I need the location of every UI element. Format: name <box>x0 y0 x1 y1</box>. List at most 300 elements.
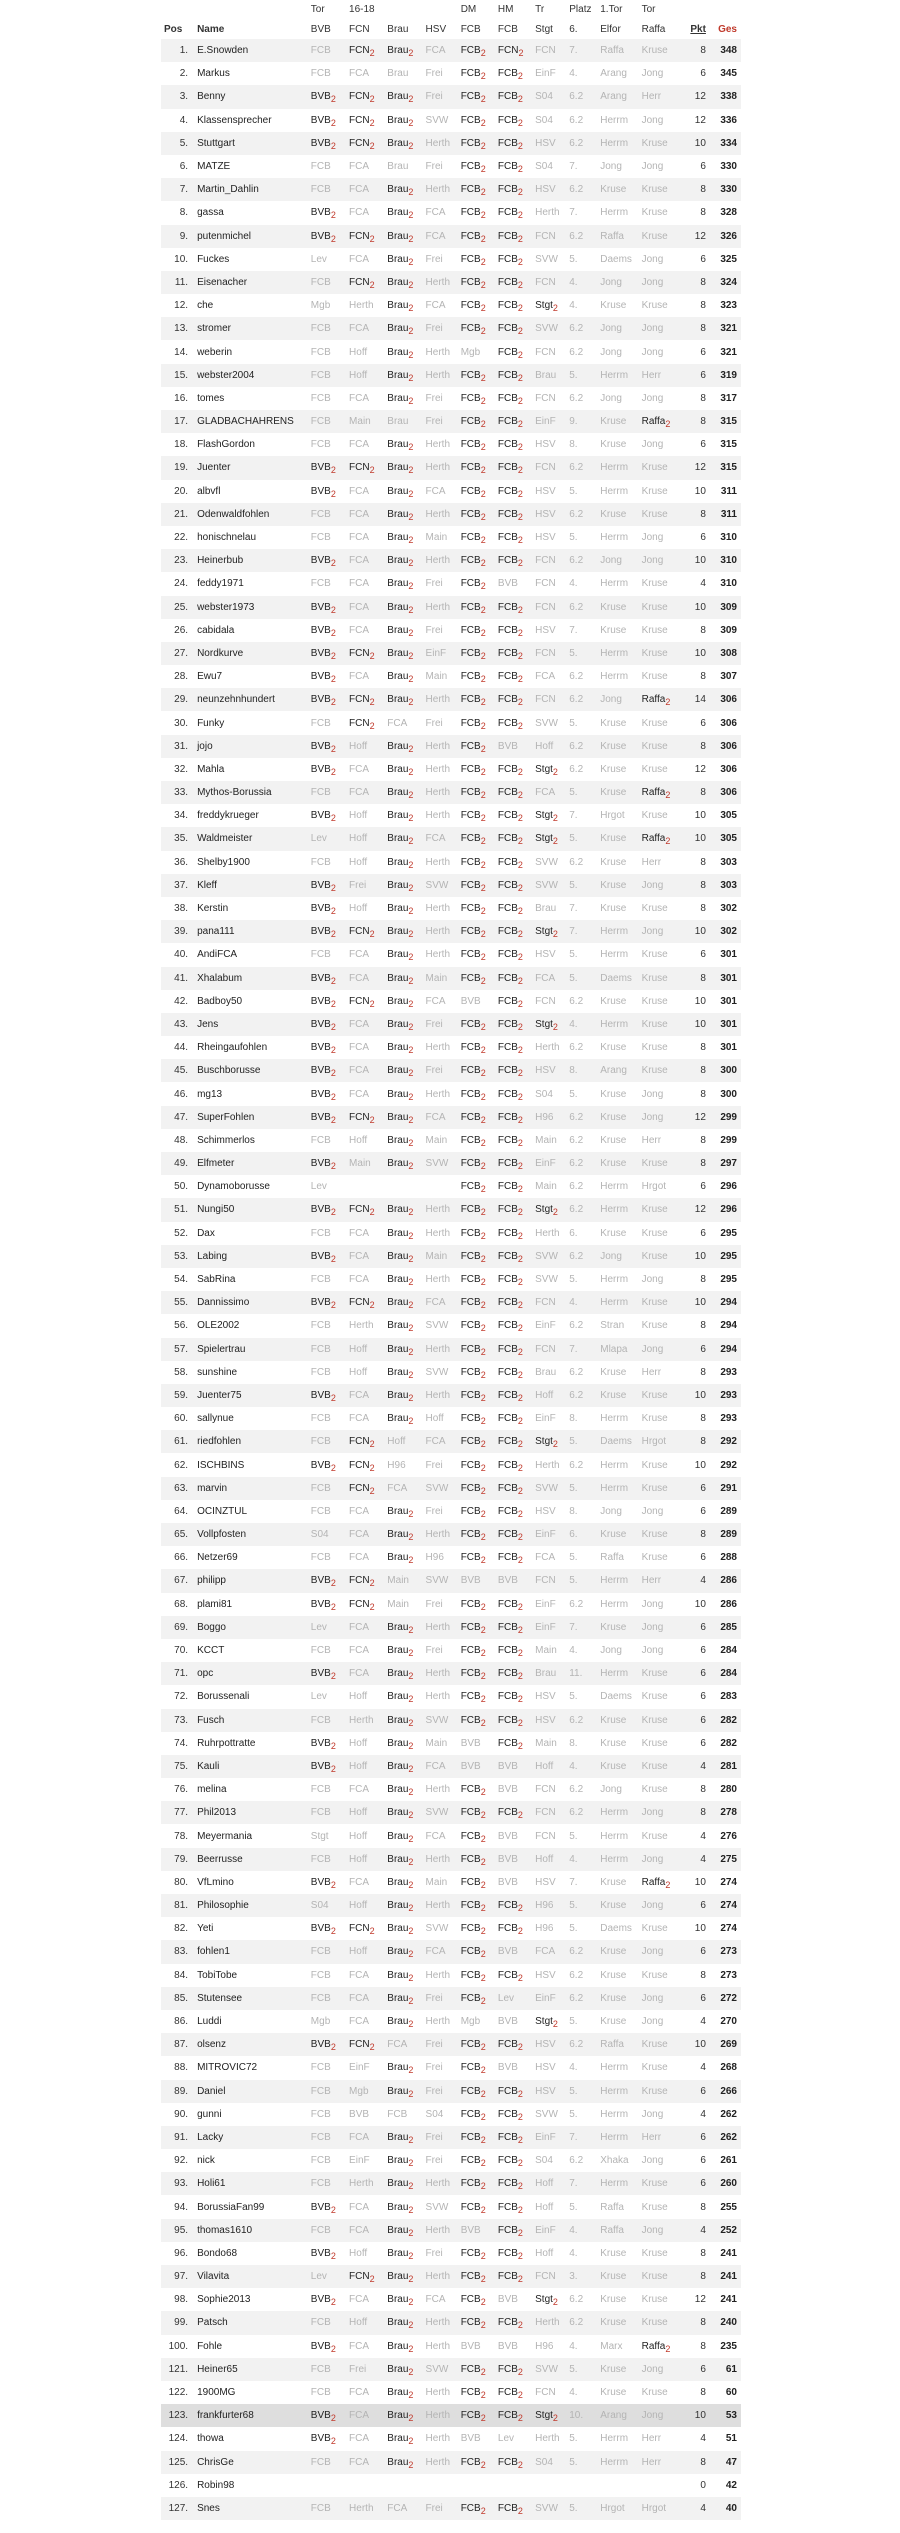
table-row[interactable] <box>161 39 741 62</box>
cell-player-name[interactable]: Spielertrau <box>197 1343 246 1355</box>
table-row[interactable] <box>161 1685 741 1708</box>
cell-fcb-hm: $FCB_2$ <box>497 1366 523 1380</box>
cell-platz: 4. <box>569 1645 578 1657</box>
cell-fcb-dm: $FCB_2$ <box>460 2178 486 2192</box>
cell-position: 57. <box>174 1343 189 1355</box>
cell-bvb: $BVB_2$ <box>310 1111 336 1125</box>
cell-player-name[interactable]: 1900MG <box>197 2387 236 2399</box>
table-row[interactable] <box>161 1500 741 1523</box>
cell-player-name[interactable]: Kleff <box>197 879 217 891</box>
cell-player-name[interactable]: Yeti <box>197 1923 214 1935</box>
cell-player-name[interactable]: jojo <box>197 740 213 752</box>
table-row[interactable] <box>161 781 741 804</box>
cell-pkt: 8 <box>700 1969 706 1981</box>
table-row[interactable] <box>161 2172 741 2195</box>
cell-player-name[interactable]: SuperFohlen <box>197 1111 255 1123</box>
cell-player-name[interactable]: MATZE <box>197 161 231 173</box>
cell-player-name[interactable]: Dax <box>197 1227 215 1239</box>
table-row[interactable] <box>161 201 741 224</box>
cell-player-name[interactable]: gunni <box>197 2108 222 2120</box>
cell-player-name[interactable]: Robin98 <box>197 2479 235 2491</box>
cell-position: 73. <box>174 1714 189 1726</box>
table-row[interactable] <box>161 1546 741 1569</box>
cell-player-name[interactable]: che <box>197 300 214 312</box>
table-row[interactable] <box>161 1222 741 1245</box>
cell-ges: 289 <box>720 1505 737 1517</box>
header-name[interactable]: Name <box>197 23 225 35</box>
cell-player-name[interactable]: neunzehnhundert <box>197 694 275 706</box>
table-row[interactable] <box>161 688 741 711</box>
cell-pkt: 8 <box>700 207 706 219</box>
table-row[interactable] <box>161 410 741 433</box>
cell-bvb: $BVB_2$ <box>310 972 336 986</box>
cell-player-name[interactable]: olsenz <box>197 2039 226 2051</box>
table-row[interactable] <box>161 225 741 248</box>
table-row[interactable] <box>161 1964 741 1987</box>
cell-bvb: FCB <box>310 1807 331 1819</box>
cell-player-name[interactable]: Bondo68 <box>197 2247 238 2259</box>
table-row[interactable] <box>161 85 741 108</box>
table-row[interactable] <box>161 1917 741 1940</box>
cell-position: 23. <box>174 555 189 567</box>
cell-player-name[interactable]: Kerstin <box>197 903 229 915</box>
table-row[interactable] <box>161 526 741 549</box>
cell-player-name[interactable]: Ewu7 <box>197 671 223 683</box>
cell-pkt: 8 <box>700 624 706 636</box>
table-row[interactable] <box>161 387 741 410</box>
cell-ges: 240 <box>720 2317 737 2329</box>
table-row[interactable] <box>161 2474 741 2497</box>
cell-player-name[interactable]: Netzer69 <box>197 1552 238 1564</box>
table-row[interactable] <box>161 1801 741 1824</box>
cell-hsv: Herth <box>425 346 450 358</box>
table-row[interactable] <box>161 2010 741 2033</box>
cell-player-name[interactable]: BorussiaFan99 <box>197 2201 265 2213</box>
cell-player-name[interactable]: Philosophie <box>197 1900 249 1912</box>
table-row[interactable] <box>161 2219 741 2242</box>
cell-player-name[interactable]: Dynamoborusse <box>197 1181 270 1193</box>
cell-player-name[interactable]: putenmichel <box>197 230 251 242</box>
cell-player-name[interactable]: stromer <box>197 323 231 335</box>
table-row[interactable] <box>161 1338 741 1361</box>
cell-player-name[interactable]: webster1973 <box>197 601 255 613</box>
cell-player-name[interactable]: Meyermania <box>197 1830 253 1842</box>
cell-first-goal: Jong <box>600 276 622 288</box>
cell-first-goal: Kruse <box>600 1737 627 1749</box>
table-row[interactable] <box>161 1384 741 1407</box>
cell-player-name[interactable]: Eisenacher <box>197 276 248 288</box>
table-row[interactable] <box>161 1013 741 1036</box>
cell-bvb: $BVB_2$ <box>310 1389 336 1403</box>
table-row[interactable] <box>161 1662 741 1685</box>
cell-player-name[interactable]: Snes <box>197 2502 220 2514</box>
cell-player-name[interactable]: thowa <box>197 2433 224 2445</box>
cell-player-name[interactable]: tomes <box>197 392 225 404</box>
table-row[interactable] <box>161 62 741 85</box>
table-row[interactable] <box>161 178 741 201</box>
cell-player-name[interactable]: OCINZTUL <box>197 1505 248 1517</box>
cell-stgt: FCN <box>535 392 556 404</box>
table-row[interactable] <box>161 1940 741 1963</box>
cell-player-name[interactable]: Odenwaldfohlen <box>197 508 270 520</box>
table-row[interactable] <box>161 2103 741 2126</box>
cell-brau: Brau$_2$ <box>387 1876 414 1890</box>
table-row[interactable] <box>161 2404 741 2427</box>
table-row[interactable] <box>161 827 741 850</box>
cell-brau: Brau$_2$ <box>387 2340 414 2354</box>
table-row[interactable] <box>161 1430 741 1453</box>
table-row[interactable] <box>161 1755 741 1778</box>
cell-stgt: FCN <box>535 1807 556 1819</box>
cell-player-name[interactable]: honischnelau <box>197 532 257 544</box>
cell-player-name[interactable]: Heinerbub <box>197 555 244 567</box>
cell-pkt: 8 <box>700 1784 706 1796</box>
cell-bvb: FCB <box>310 1992 331 2004</box>
table-row[interactable] <box>161 1569 741 1592</box>
table-row[interactable] <box>161 2381 741 2404</box>
cell-player-name[interactable]: Vilavita <box>197 2271 230 2283</box>
table-row[interactable] <box>161 572 741 595</box>
cell-player-name[interactable]: albvfl <box>197 485 221 497</box>
cell-player-name[interactable]: Vollpfosten <box>197 1529 247 1541</box>
cell-player-name[interactable]: feddy1971 <box>197 578 244 590</box>
cell-player-name[interactable]: marvin <box>197 1482 228 1494</box>
cell-stgt: FCN <box>535 601 556 613</box>
cell-ges: 321 <box>720 323 737 335</box>
cell-fcn: FCA <box>349 1018 370 1030</box>
cell-fcb-dm: $FCB_2$ <box>460 578 486 592</box>
cell-ges: 286 <box>720 1575 737 1587</box>
table-row[interactable] <box>161 549 741 572</box>
cell-fcb-hm: $FCB_2$ <box>497 346 523 360</box>
cell-player-name[interactable]: gassa <box>197 207 224 219</box>
cell-player-name[interactable]: fohlen1 <box>197 1946 230 1958</box>
cell-player-name[interactable]: ChrisGe <box>197 2456 234 2468</box>
cell-player-name[interactable]: AndiFCA <box>197 949 238 961</box>
cell-player-name[interactable]: Lacky <box>197 2131 224 2143</box>
cell-player-name[interactable]: Badboy50 <box>197 995 243 1007</box>
table-row[interactable] <box>161 990 741 1013</box>
cell-stgt: EinF <box>535 68 556 80</box>
cell-player-name[interactable]: Funky <box>197 717 225 729</box>
cell-player-name[interactable]: Nordkurve <box>197 647 244 659</box>
table-row[interactable] <box>161 943 741 966</box>
cell-player-name[interactable]: SabRina <box>197 1274 236 1286</box>
cell-platz: 5. <box>569 369 578 381</box>
table-row[interactable] <box>161 1407 741 1430</box>
table-row[interactable] <box>161 1291 741 1314</box>
cell-bvb: $BVB_2$ <box>310 2039 336 2053</box>
cell-player-name[interactable]: Sophie2013 <box>197 2294 251 2306</box>
cell-player-name[interactable]: freddykrueger <box>197 810 259 822</box>
cell-player-name[interactable]: Beerrusse <box>197 1853 243 1865</box>
cell-bvb: FCB <box>310 717 331 729</box>
table-row[interactable] <box>161 1639 741 1662</box>
cell-fcb-hm: $FCB_2$ <box>497 1969 523 1983</box>
table-row[interactable] <box>161 619 741 642</box>
table-row[interactable] <box>161 1361 741 1384</box>
cell-position: 3. <box>179 91 189 103</box>
cell-player-name[interactable]: Boggo <box>197 1621 226 1633</box>
table-row[interactable] <box>161 2497 741 2520</box>
cell-position: 46. <box>174 1088 189 1100</box>
cell-player-name[interactable]: Elfmeter <box>197 1158 235 1170</box>
table-header <box>161 0 741 39</box>
cell-player-name[interactable]: Juenter <box>197 462 231 474</box>
table-row[interactable] <box>161 155 741 178</box>
cell-player-name[interactable]: ISCHBINS <box>197 1459 245 1471</box>
cell-player-name[interactable]: GLADBACHAHRENS <box>197 416 294 428</box>
cell-brau: Brau$_2$ <box>387 1621 414 1635</box>
cell-player-name[interactable]: Mahla <box>197 763 225 775</box>
cell-first-goal <box>597 2474 638 2497</box>
table-row[interactable] <box>161 503 741 526</box>
table-row[interactable] <box>161 340 741 363</box>
cell-player-name[interactable]: Buschborusse <box>197 1065 261 1077</box>
table-row[interactable] <box>161 2242 741 2265</box>
table-row[interactable] <box>161 2195 741 2218</box>
cell-player-name[interactable]: Juenter75 <box>197 1389 242 1401</box>
cell-fcn: FCA <box>349 671 370 683</box>
table-row[interactable] <box>161 1175 741 1198</box>
cell-player-name[interactable]: Waldmeister <box>197 833 253 845</box>
cell-player-name[interactable]: Benny <box>197 91 226 103</box>
cell-player-name[interactable]: cabidala <box>197 624 235 636</box>
table-row[interactable] <box>161 967 741 990</box>
table-row[interactable] <box>161 1268 741 1291</box>
cell-player-name[interactable]: Heiner65 <box>197 2363 238 2375</box>
table-row[interactable] <box>161 248 741 271</box>
cell-pkt: 10 <box>694 137 706 149</box>
table-row[interactable] <box>161 1314 741 1337</box>
cell-position: 66. <box>174 1552 189 1564</box>
cell-player-name[interactable]: frankfurter68 <box>197 2410 254 2422</box>
cell-player-name[interactable]: E.Snowden <box>197 45 249 57</box>
table-row[interactable] <box>161 132 741 155</box>
table-row[interactable] <box>161 1036 741 1059</box>
cell-player-name[interactable]: Rheingaufohlen <box>197 1042 268 1054</box>
cell-player-name[interactable]: VfLmino <box>197 1876 234 1888</box>
table-row[interactable] <box>161 1106 741 1129</box>
header-pos[interactable]: Pos <box>164 23 183 35</box>
table-row[interactable] <box>161 1453 741 1476</box>
cell-first-goal: Arang <box>600 1065 627 1077</box>
cell-player-name[interactable]: Markus <box>197 68 230 80</box>
table-row[interactable] <box>161 1616 741 1639</box>
cell-player-name[interactable]: pana111 <box>197 926 235 938</box>
cell-player-name[interactable]: sunshine <box>197 1366 238 1378</box>
cell-stgt: EinF <box>535 1992 556 2004</box>
cell-player-name[interactable]: thomas1610 <box>197 2224 253 2236</box>
cell-player-name[interactable]: Shelby1900 <box>197 856 250 868</box>
cell-platz: 9. <box>569 416 578 428</box>
cell-hsv: Herth <box>425 1204 450 1216</box>
header-group-tor: Tor <box>310 4 325 15</box>
table-row[interactable] <box>161 711 741 734</box>
cell-player-name[interactable]: OLE2002 <box>197 1320 240 1332</box>
table-row[interactable] <box>161 2080 741 2103</box>
cell-player-name[interactable]: plami81 <box>197 1598 233 1610</box>
cell-platz: 4. <box>569 2247 578 2259</box>
cell-player-name[interactable]: Jens <box>197 1018 219 1030</box>
cell-player-name[interactable]: philipp <box>197 1575 226 1587</box>
table-row[interactable] <box>161 480 741 503</box>
table-row[interactable] <box>161 1593 741 1616</box>
table-row[interactable] <box>161 897 741 920</box>
cell-player-name[interactable]: Holi61 <box>197 2178 226 2190</box>
cell-player-name[interactable]: Patsch <box>197 2317 228 2329</box>
cell-player-name[interactable]: mg13 <box>197 1088 223 1100</box>
cell-first-goal: Kruse <box>600 508 627 520</box>
cell-player-name[interactable]: melina <box>197 1784 227 1796</box>
cell-pkt: 6 <box>700 1946 706 1958</box>
cell-fcn: Hoff <box>349 1134 368 1146</box>
cell-pkt: 10 <box>694 833 706 845</box>
table-row[interactable] <box>161 1245 741 1268</box>
cell-pkt: 12 <box>694 1204 706 1216</box>
cell-ges: 303 <box>720 879 737 891</box>
cell-platz: 5. <box>569 2433 578 2445</box>
cell-player-name[interactable]: Mythos-Borussia <box>197 787 272 799</box>
table-row[interactable] <box>161 364 741 387</box>
cell-player-name[interactable]: TobiTobe <box>197 1969 238 1981</box>
cell-player-name[interactable]: webster2004 <box>197 369 255 381</box>
table-row[interactable] <box>161 804 741 827</box>
table-row[interactable] <box>161 294 741 317</box>
cell-player-name[interactable]: Stuttgart <box>197 137 235 149</box>
table-row[interactable] <box>161 1152 741 1175</box>
cell-fcn: FCA <box>349 1876 370 1888</box>
cell-player-name[interactable]: opc <box>197 1668 214 1680</box>
cell-player-name[interactable]: nick <box>197 2155 215 2167</box>
cell-player-name[interactable]: Stutensee <box>197 1992 243 2004</box>
table-row[interactable] <box>161 735 741 758</box>
table-row[interactable] <box>161 596 741 619</box>
table-row[interactable] <box>161 1987 741 2010</box>
table-row[interactable] <box>161 1523 741 1546</box>
cell-ges: 262 <box>720 2108 737 2120</box>
cell-player-name[interactable]: Martin_Dahlin <box>197 184 259 196</box>
header-pkt[interactable]: Pkt <box>690 23 706 35</box>
cell-player-name[interactable]: Daniel <box>197 2085 226 2097</box>
cell-player-name[interactable]: Borussenali <box>197 1691 250 1703</box>
cell-pkt: 4 <box>700 1760 706 1772</box>
cell-player-name[interactable]: Luddi <box>197 2016 222 2028</box>
table-row[interactable] <box>161 1198 741 1221</box>
cell-player-name[interactable]: Fuckes <box>197 253 230 265</box>
table-row[interactable] <box>161 2427 741 2450</box>
cell-bvb: FCB <box>310 1552 331 1564</box>
table-row[interactable] <box>161 1477 741 1500</box>
table-row[interactable] <box>161 317 741 340</box>
table-row[interactable] <box>161 2335 741 2358</box>
cell-platz: 7. <box>569 2131 578 2143</box>
table-row[interactable] <box>161 1778 741 1801</box>
table-row[interactable] <box>161 1824 741 1847</box>
cell-player-name[interactable]: weberin <box>197 346 233 358</box>
cell-player-name[interactable]: riedfohlen <box>197 1436 241 1448</box>
cell-player-name[interactable]: Fusch <box>197 1714 225 1726</box>
cell-player-name[interactable]: Dannissimo <box>197 1297 250 1309</box>
cell-player-name[interactable]: Nungi50 <box>197 1204 235 1216</box>
table-row[interactable] <box>161 920 741 943</box>
cell-player-name[interactable]: Phil2013 <box>197 1807 236 1819</box>
cell-platz: 8. <box>569 1505 578 1517</box>
table-row[interactable] <box>161 271 741 294</box>
header-elfor: Elfor <box>600 23 621 35</box>
cell-player-name[interactable]: Fohle <box>197 2340 223 2352</box>
cell-platz: 5. <box>569 2016 578 2028</box>
cell-player-name[interactable]: Labing <box>197 1250 228 1262</box>
table-row[interactable] <box>161 758 741 781</box>
table-row[interactable] <box>161 2311 741 2334</box>
cell-player-name[interactable]: Ruhrpottratte <box>197 1737 256 1749</box>
cell-player-name[interactable]: sallynue <box>197 1413 234 1425</box>
header-ges[interactable]: Ges <box>718 23 737 35</box>
cell-player-name[interactable]: MITROVIC72 <box>197 2062 258 2074</box>
table-row[interactable] <box>161 874 741 897</box>
table-row[interactable] <box>161 2358 741 2381</box>
table-row[interactable] <box>161 1129 741 1152</box>
table-row[interactable] <box>161 456 741 479</box>
table-row[interactable] <box>161 2451 741 2474</box>
cell-hsv: SVW <box>425 1320 449 1332</box>
table-row[interactable] <box>161 1848 741 1871</box>
table-row[interactable] <box>161 109 741 132</box>
table-row[interactable] <box>161 1732 741 1755</box>
cell-fcb-dm: $FCB_2$ <box>460 1900 486 1914</box>
table-row[interactable] <box>161 1894 741 1917</box>
cell-fcb-dm: $FCB_2$ <box>460 2039 486 2053</box>
table-row[interactable] <box>161 1082 741 1105</box>
table-row[interactable] <box>161 2265 741 2288</box>
cell-player-name[interactable]: Kauli <box>197 1760 220 1772</box>
table-row[interactable] <box>161 2033 741 2056</box>
table-row[interactable] <box>161 1709 741 1732</box>
cell-player-name[interactable]: Klassensprecher <box>197 114 272 126</box>
cell-position: 25. <box>174 601 189 613</box>
cell-fcn: FCA <box>349 1413 370 1425</box>
table-row[interactable] <box>161 2126 741 2149</box>
table-row[interactable] <box>161 2288 741 2311</box>
cell-player-name[interactable]: KCCT <box>197 1645 225 1657</box>
table-row[interactable] <box>161 1059 741 1082</box>
table-row[interactable] <box>161 851 741 874</box>
cell-player-name[interactable]: Xhalabum <box>197 972 243 984</box>
cell-position: 59. <box>174 1389 189 1401</box>
cell-hsv: SVW <box>425 1714 449 1726</box>
cell-fcb-hm: $FCB_2$ <box>497 1320 523 1334</box>
cell-fcb-hm: $FCB_2$ <box>497 184 523 198</box>
cell-player-name[interactable]: FlashGordon <box>197 439 255 451</box>
cell-first-goal: Kruse <box>600 2247 627 2259</box>
table-row[interactable] <box>161 433 741 456</box>
cell-position: 12. <box>174 300 189 312</box>
cell-pkt: 6 <box>700 346 706 358</box>
table-row[interactable] <box>161 665 741 688</box>
cell-scorer: Kruse <box>641 1158 668 1170</box>
table-row[interactable] <box>161 2056 741 2079</box>
cell-position: 4. <box>179 114 189 126</box>
cell-bvb: FCB <box>310 346 331 358</box>
table-row[interactable] <box>161 2149 741 2172</box>
table-row[interactable] <box>161 642 741 665</box>
cell-stgt: EinF <box>535 416 556 428</box>
table-row[interactable] <box>161 1871 741 1894</box>
cell-fcb-hm: $FCB_2$ <box>497 647 523 661</box>
cell-brau: Brau$_2$ <box>387 1830 414 1844</box>
cell-player-name[interactable]: Schimmerlos <box>197 1134 255 1146</box>
